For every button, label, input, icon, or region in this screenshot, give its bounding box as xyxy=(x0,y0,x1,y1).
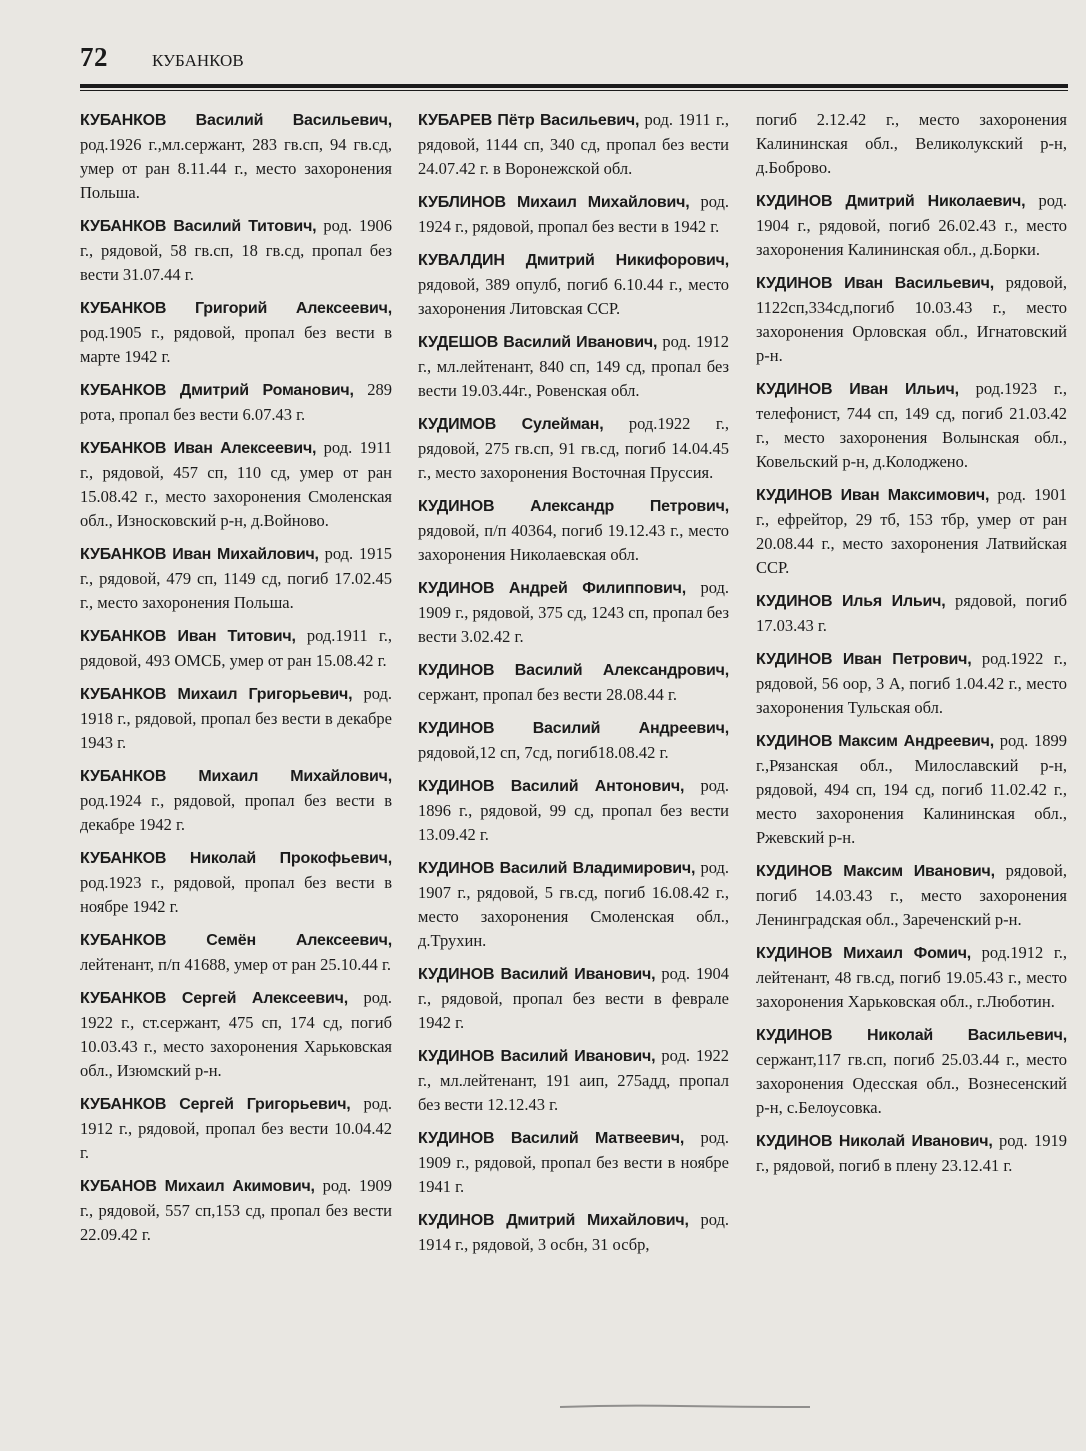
entry-name: КУБАНКОВ Дмитрий Романович, xyxy=(80,382,354,399)
entry xyxy=(418,412,729,485)
entry-text: род. 1918 г., рядовой, пропал без вести в декабре 1943 г. xyxy=(80,684,392,752)
page-header xyxy=(80,38,1068,78)
entry-name: КУДИНОВ Иван Максимович, xyxy=(756,487,990,504)
entry-name: КУДИНОВ Максим Андреевич, xyxy=(756,733,994,750)
entry-name: КУБАНКОВ Михаил Михайлович, xyxy=(80,768,392,785)
entry-name: КУБАНКОВ Иван Титович, xyxy=(80,628,296,645)
entry-name: КУДИНОВ Дмитрий Николаевич, xyxy=(756,193,1026,210)
entry xyxy=(756,1129,1067,1178)
entry-text: сержант, пропал без вести 28.08.44 г. xyxy=(418,685,678,704)
entry-name: КУДИНОВ Дмитрий Михайлович, xyxy=(418,1212,689,1229)
entry-text: род.1923 г., телефонист, 744 сп, 149 сд, погиб 21.03.42 г., место захоронения Волынская обл., Ковельский р-н, д.Колоджено. xyxy=(756,379,1067,471)
entry-text: род. 1919 г., рядовой, погиб в плену 23.12.41 г. xyxy=(756,1131,1067,1175)
entry xyxy=(756,1023,1067,1120)
entry-text: лейтенант, п/п 41688, умер от ран 25.10.44 г. xyxy=(80,955,391,974)
print-smudge xyxy=(560,1402,810,1410)
column-2 xyxy=(418,108,729,1266)
entry-text: род. 1909 г., рядовой, пропал без вести в ноябре 1941 г. xyxy=(418,1128,730,1196)
entry-name: КУДИНОВ Михаил Фомич, xyxy=(756,945,972,962)
entry xyxy=(418,248,729,321)
entry-name: КУБАНКОВ Сергей Григорьевич, xyxy=(80,1096,351,1113)
entry-text: погиб 2.12.42 г., место захоронения Калининская обл., Великолукский р-н, д.Боброво. xyxy=(756,110,1067,177)
entry-name: КУДИНОВ Николай Иванович, xyxy=(756,1133,993,1150)
entry xyxy=(756,647,1067,720)
entry xyxy=(80,846,392,919)
entry-text: род. 1906 г., рядовой, 58 гв.сп, 18 гв.сд, пропал без вести 31.07.44 г. xyxy=(80,216,392,284)
entry-name: КУБАНКОВ Григорий Алексеевич, xyxy=(80,300,392,317)
entry-text: род. 1924 г., рядовой, пропал без вести в 1942 г. xyxy=(418,192,729,236)
entry-name: КУБЛИНОВ Михаил Михайлович, xyxy=(418,194,690,211)
entry-name: КУДИНОВ Александр Петрович, xyxy=(418,498,729,515)
entry-name: КУДИНОВ Василий Матвеевич, xyxy=(418,1130,685,1147)
entry-name: КУДИНОВ Илья Ильич, xyxy=(756,593,946,610)
entry-text: род. 1901 г., ефрейтор, 29 тб, 153 тбр, умер от ран 20.08.44 г., место захоронения Латвийская ССР. xyxy=(756,485,1067,577)
entry-text: род. 1922 г., мл.лейтенант, 191 аип, 275адд, пропал без вести 12.12.43 г. xyxy=(418,1046,729,1114)
entry-text: род. 1911 г., рядовой, 457 сп, 110 сд, умер от ран 15.08.42 г., место захоронения Смоленская обл., Износковский р-н, д.Войново. xyxy=(80,438,392,530)
entry xyxy=(756,189,1067,262)
entry xyxy=(418,856,729,953)
entry-text: род.1905 г., рядовой, пропал без вести в марте 1942 г. xyxy=(80,323,392,366)
entry-name: КУДИНОВ Василий Иванович, xyxy=(418,1048,656,1065)
entry-name: КУБАНКОВ Иван Алексеевич, xyxy=(80,440,317,457)
entry-text: род.1923 г., рядовой, пропал без вести в ноябре 1942 г. xyxy=(80,873,392,916)
entry xyxy=(418,108,729,181)
entry-text: рядовой,12 сп, 7сд, погиб18.08.42 г. xyxy=(418,743,669,762)
entry xyxy=(80,986,392,1083)
entry-text: рядовой, погиб 14.03.43 г., место захоронения Ленинградская обл., Зареченский р-н. xyxy=(756,861,1067,929)
entry-text: род. 1914 г., рядовой, 3 осбн, 31 осбр, xyxy=(418,1210,730,1254)
entry-text: род. 1909 г., рядовой, 375 сд, 1243 сп, пропал без вести 3.02.42 г. xyxy=(418,578,729,646)
entry xyxy=(80,764,392,837)
entry-name: КУВАЛДИН Дмитрий Никифорович, xyxy=(418,252,729,269)
entry-name: КУБАНКОВ Василий Васильевич, xyxy=(80,112,392,129)
entry-text: род. 1904 г., рядовой, погиб 26.02.43 г., место захоронения Калининская обл., д.Борки. xyxy=(756,191,1068,259)
entry xyxy=(80,1092,392,1165)
entry-text: род. 1912 г., мл.лейтенант, 840 сп, 149 сд, пропал без вести 19.03.44г., Ровенская обл. xyxy=(418,332,729,400)
entry-name: КУДИНОВ Иван Ильич, xyxy=(756,381,959,398)
entry xyxy=(418,494,729,567)
entry-name: КУБАНОВ Михаил Акимович, xyxy=(80,1178,315,1195)
entry-name: КУБАНКОВ Михаил Григорьевич, xyxy=(80,686,353,703)
entry-name: КУДИНОВ Василий Андреевич, xyxy=(418,720,729,737)
entry-text: род.1922 г., рядовой, 275 гв.сп, 91 гв.сд, погиб 14.04.45 г., место захоронения Восточная Пруссия. xyxy=(418,414,730,482)
entry xyxy=(418,658,729,707)
entry-text: род. 1899 г.,Рязанская обл., Милославский р-н, рядовой, 494 сп, 194 сд, погиб 11.02.42 г., место захоронения Калининская обл., Ржевский р-н. xyxy=(756,731,1067,847)
entry-name: КУДЕШОВ Василий Иванович, xyxy=(418,334,658,351)
entry-name: КУДИНОВ Иван Петрович, xyxy=(756,651,972,668)
entry xyxy=(418,1126,729,1199)
entry-name: КУБАНКОВ Василий Титович, xyxy=(80,218,317,235)
entry xyxy=(80,296,392,369)
entry-text: рядовой, 1122сп,334сд,погиб 10.03.43 г., место захоронения Орловская обл., Игнатовский р-н. xyxy=(756,273,1067,365)
header-rule-thin xyxy=(80,90,1068,91)
entry xyxy=(418,1044,729,1117)
entry-name: КУДИМОВ Сулейман, xyxy=(418,416,604,433)
entry-text: род.1922 г., рядовой, 56 оор, 3 А, погиб 1.04.42 г., место захоронения Тульская обл. xyxy=(756,649,1067,717)
entry xyxy=(418,716,729,765)
entry-text: рядовой, п/п 40364, погиб 19.12.43 г., место захоронения Николаевская обл. xyxy=(418,521,729,564)
page-number: 72 xyxy=(80,42,108,72)
entry xyxy=(80,542,392,615)
entry-name: КУДИНОВ Максим Иванович, xyxy=(756,863,995,880)
entry xyxy=(80,624,392,673)
entry-text: род.1912 г., лейтенант, 48 гв.сд, погиб 19.05.43 г., место захоронения Харьковская обл., г.Люботин. xyxy=(756,943,1067,1011)
entry xyxy=(756,108,1067,180)
entry-name: КУБАРЕВ Пётр Васильевич, xyxy=(418,112,640,129)
entry-name: КУДИНОВ Василий Александрович, xyxy=(418,662,729,679)
entry xyxy=(756,483,1067,580)
entry-text: род. 1922 г., ст.сержант, 475 сп, 174 сд, погиб 10.03.43 г., место захоронения Харьковская обл., Изюмский р-н. xyxy=(80,988,392,1080)
entry xyxy=(80,1174,392,1247)
entry-text: род. 1911 г., рядовой, 1144 сп, 340 сд, пропал без вести 24.07.42 г. в Воронежской обл. xyxy=(418,110,729,178)
entry-text: рядовой, погиб 17.03.43 г. xyxy=(756,591,1067,635)
entry xyxy=(418,576,729,649)
entry-text: род. 1909 г., рядовой, 557 сп,153 сд, пропал без вести 22.09.42 г. xyxy=(80,1176,393,1244)
entry xyxy=(80,928,392,977)
entry-name: КУДИНОВ Василий Антонович, xyxy=(418,778,685,795)
entry xyxy=(80,682,392,755)
entry xyxy=(80,436,392,533)
entry xyxy=(418,190,729,239)
entry-text: род. 1912 г., рядовой, пропал без вести 10.04.42 г. xyxy=(80,1094,393,1162)
entry-text: 289 рота, пропал без вести 6.07.43 г. xyxy=(80,380,393,424)
entry-text: рядовой, 389 опулб, погиб 6.10.44 г., место захоронения Литовская ССР. xyxy=(418,275,729,318)
entry xyxy=(756,729,1067,850)
entry xyxy=(80,108,392,205)
entry-text: род.1926 г.,мл.сержант, 283 гв.сп, 94 гв.сд, умер от ран 8.11.44 г., место захоронения Польша. xyxy=(80,135,392,202)
entry-name: КУДИНОВ Иван Васильевич, xyxy=(756,275,995,292)
entry xyxy=(756,271,1067,368)
entry-name: КУДИНОВ Василий Иванович, xyxy=(418,966,656,983)
entry-name: КУДИНОВ Андрей Филиппович, xyxy=(418,580,686,597)
entry-text: род.1911 г., рядовой, 493 ОМСБ, умер от ран 15.08.42 г. xyxy=(80,626,392,670)
entry-name: КУБАНКОВ Семён Алексеевич, xyxy=(80,932,392,949)
entry-text: род. 1907 г., рядовой, 5 гв.сд, погиб 16.08.42 г., место захоронения Смоленская обл., д.Трухин. xyxy=(418,858,730,950)
entry xyxy=(756,589,1067,638)
entry-name: КУБАНКОВ Николай Прокофьевич, xyxy=(80,850,392,867)
column-3 xyxy=(756,108,1067,1187)
entry-text: род. 1904 г., рядовой, пропал без вести в феврале 1942 г. xyxy=(418,964,729,1032)
entry xyxy=(80,214,392,287)
entry xyxy=(756,941,1067,1014)
entry xyxy=(418,330,729,403)
entry-text: род. 1915 г., рядовой, 479 сп, 1149 сд, погиб 17.02.45 г., место захоронения Польша. xyxy=(80,544,392,612)
entry-text: род. 1896 г., рядовой, 99 сд, пропал без вести 13.09.42 г. xyxy=(418,776,730,844)
entry-name: КУБАНКОВ Иван Михайлович, xyxy=(80,546,319,563)
entry-name: КУДИНОВ Николай Васильевич, xyxy=(756,1027,1067,1044)
column-1 xyxy=(80,108,392,1256)
entry-text: род.1924 г., рядовой, пропал без вести в декабре 1942 г. xyxy=(80,791,392,834)
running-title: КУБАНКОВ xyxy=(152,51,244,70)
entry xyxy=(756,859,1067,932)
entry xyxy=(756,377,1067,474)
entry xyxy=(418,774,729,847)
header-rule-thick xyxy=(80,84,1068,88)
entry-name: КУДИНОВ Василий Владимирович, xyxy=(418,860,696,877)
entry xyxy=(418,962,729,1035)
entry-name: КУБАНКОВ Сергей Алексеевич, xyxy=(80,990,348,1007)
entry xyxy=(80,378,392,427)
entry xyxy=(418,1208,729,1257)
entry-text: сержант,117 гв.сп, погиб 25.03.44 г., место захоронения Одесская обл., Вознесенский р-н, с.Белоусовка. xyxy=(756,1050,1067,1117)
